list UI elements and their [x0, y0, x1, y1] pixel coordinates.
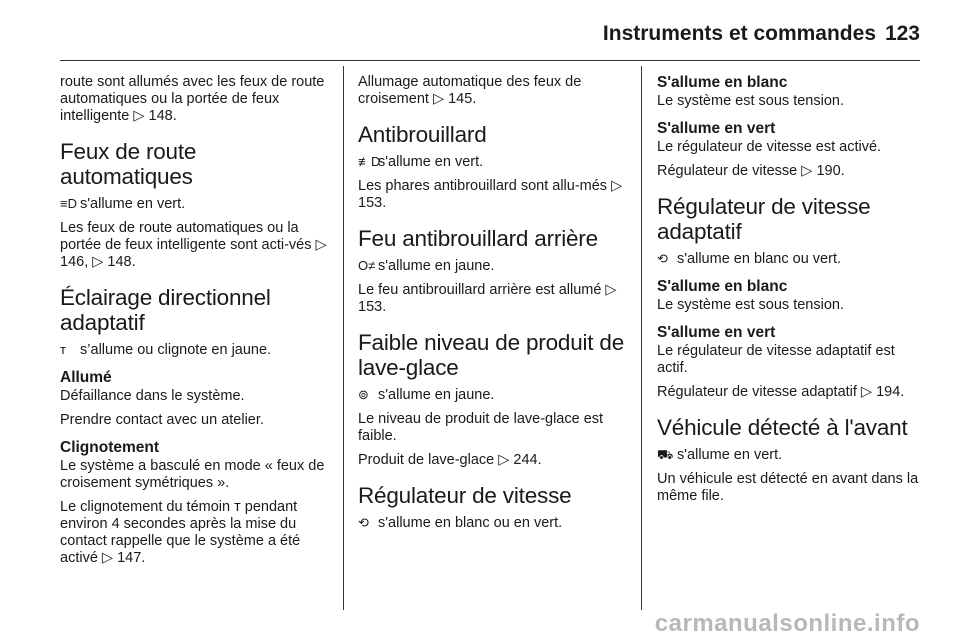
text: s'allume en vert.: [677, 447, 783, 463]
paragraph: route sont allumés avec les feux de route automatiques ou la portée de feux intelligente ▷ 148.: [60, 74, 325, 124]
paragraph: [358, 153, 628, 171]
paragraph: Produit de lave-glace ▷ 244.: [358, 452, 542, 468]
heading-auto-high-beam: Feux de route automatiques: [60, 139, 197, 189]
paragraph: Les feux de route automatiques ou la portée de feux intelligente sont acti-vés ▷ 146, ▷ 148.: [60, 220, 327, 270]
heading-adaptive-lighting: Éclairage directionnel adaptatif: [60, 285, 271, 335]
heading-vehicle-ahead: Véhicule détecté à l'avant: [657, 415, 908, 440]
cruise-control-icon: ⟲: [358, 515, 369, 530]
paragraph: Le système est sous tension.: [657, 297, 844, 313]
heading-adaptive-cruise: Régulateur de vitesse adaptatif: [657, 194, 871, 244]
heading-cruise-control: Régulateur de vitesse: [358, 483, 572, 508]
vehicle-ahead-icon: ⛟: [657, 447, 674, 462]
subheading-blinking: Clignotement: [60, 439, 160, 456]
heading-fog-lights: Antibrouillard: [358, 122, 487, 147]
column-1: [60, 74, 330, 574]
paragraph: [358, 386, 628, 404]
high-beam-icon: ≡D: [60, 196, 77, 211]
paragraph: Le système a basculé en mode « feux de croisement symétriques ».: [60, 458, 325, 491]
text: s'allume en blanc ou vert.: [677, 251, 841, 267]
text: s'allume en jaune.: [378, 258, 495, 274]
paragraph: Le clignotement du témoin ᴛ pendant environ 4 secondes après la mise du contact rappelle que le système a été activé ▷ 147.: [60, 499, 301, 566]
watermark: carmanualsonline.info: [654, 610, 920, 637]
header-divider: [60, 60, 920, 61]
paragraph: [657, 250, 923, 268]
subheading-green: S'allume en vert: [657, 324, 776, 341]
paragraph: Régulateur de vitesse ▷ 190.: [657, 163, 845, 179]
paragraph: Le niveau de produit de lave-glace est faible.: [358, 411, 604, 444]
column-3: [657, 74, 923, 512]
paragraph: Régulateur de vitesse adaptatif ▷ 194.: [657, 384, 905, 400]
page-header: [0, 14, 960, 60]
paragraph: Le régulateur de vitesse est activé.: [657, 139, 882, 155]
paragraph: Le système est sous tension.: [657, 93, 844, 109]
paragraph: [60, 195, 330, 213]
paragraph: [358, 257, 628, 275]
washer-fluid-icon: ⊚: [358, 387, 369, 402]
text: s’allume ou clignote en jaune.: [80, 342, 272, 358]
text: s'allume en blanc ou en vert.: [378, 515, 563, 531]
section-title: Instruments et commandes: [602, 22, 876, 45]
paragraph: Les phares antibrouillard sont allu-més ▷ 153.: [358, 178, 623, 211]
paragraph: Un véhicule est détecté en avant dans la même file.: [657, 471, 919, 504]
adaptive-cruise-icon: ⟲: [657, 251, 668, 266]
rear-fog-icon: O≠: [358, 258, 376, 273]
text: s'allume en vert.: [378, 154, 484, 170]
column-2: [358, 74, 628, 539]
heading-rear-fog: Feu antibrouillard arrière: [358, 226, 598, 251]
subheading-white: S'allume en blanc: [657, 278, 788, 295]
text: s'allume en vert.: [80, 196, 186, 212]
paragraph: [657, 446, 923, 464]
column-divider-2: [641, 66, 642, 610]
paragraph: Prendre contact avec un atelier.: [60, 412, 264, 428]
paragraph: Le régulateur de vitesse adaptatif est actif.: [657, 343, 895, 376]
heading-washer-fluid: Faible niveau de produit de lave-glace: [358, 330, 625, 380]
subheading-green: S'allume en vert: [657, 120, 776, 137]
column-divider-1: [343, 66, 344, 610]
paragraph: [60, 341, 330, 359]
subheading-on: Allumé: [60, 369, 112, 386]
front-fog-icon: ≢D: [358, 154, 381, 169]
paragraph: Le feu antibrouillard arrière est allumé ▷ 153.: [358, 282, 617, 315]
page-number: 123: [884, 22, 920, 45]
paragraph: Allumage automatique des feux de croisement ▷ 145.: [358, 74, 582, 107]
text: s'allume en jaune.: [378, 387, 495, 403]
paragraph: Défaillance dans le système.: [60, 388, 245, 404]
paragraph: [358, 514, 628, 532]
adaptive-light-icon: ᴛ: [60, 342, 66, 357]
subheading-white: S'allume en blanc: [657, 74, 788, 91]
